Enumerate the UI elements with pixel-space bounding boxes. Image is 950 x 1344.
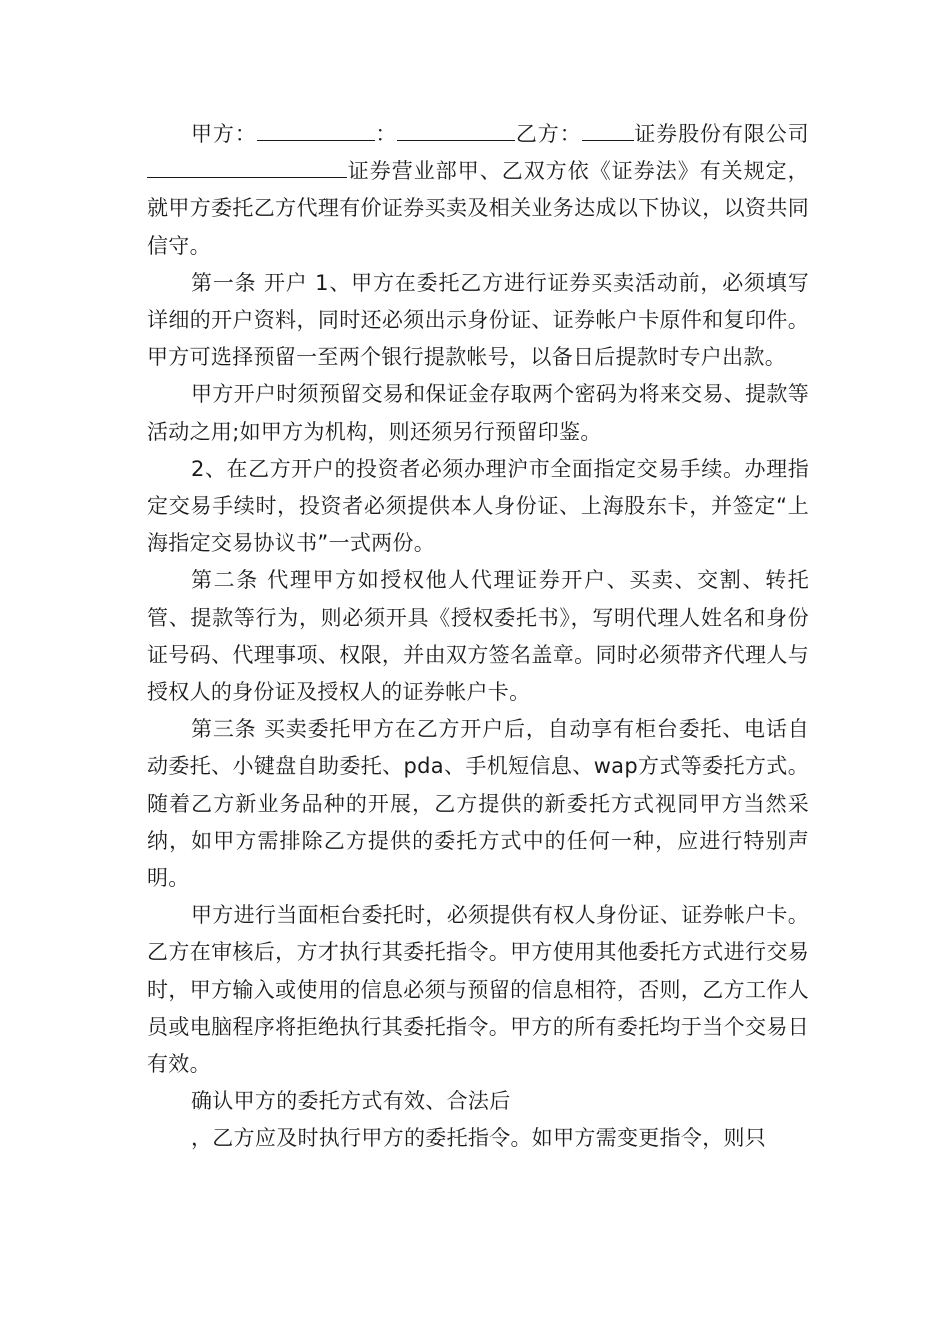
party-a-blank-2 [397, 118, 515, 141]
document-body [147, 116, 809, 1158]
paragraph-designated-trading: 2、在乙方开户的投资者必须办理沪市全面指定交易手续。办理指定交易手续时，投资者必须提供本人身份证、上海股东卡，并签定“上海指定交易协议书”一式两份。 [147, 456, 809, 556]
company-suffix: 证券股份有限公 [633, 122, 788, 146]
party-b-blank [582, 118, 634, 141]
party-a-blank [257, 118, 375, 141]
paragraph-counter-entrust: 甲方进行当面柜台委托时，必须提供有权人身份证、证券帐户卡。乙方在审核后，方才执行其委托指令。甲方使用其他委托方式进行交易时，甲方输入或使用的信息必须与预留的信息相符，否则，乙方工作人员或电脑程序将拒绝执行其委托指令。甲方的所有委托均于当个交易日有效。 [147, 903, 809, 1077]
paragraph-execute: ，乙方应及时执行甲方的委托指令。如甲方需变更指令，则只 [191, 1126, 767, 1151]
paragraph-confirm: 确认甲方的委托方式有效、合法后 [191, 1089, 511, 1114]
paragraph-password: 甲方开户时须预留交易和保证金存取两个密码为将来交易、提款等活动之用;如甲方为机构，则还须另行预留印鉴。 [147, 382, 809, 444]
paragraph-article-2: 第二条 代理甲方如授权他人代理证券开户、买卖、交割、转托管、提款等行为，则必须开具《授权委托书》，写明代理人姓名和身份证号码、代理事项、权限，并由双方签名盖章。同时必须带齐代理人与授权人的身份证及授权人的证券帐户卡。 [147, 568, 809, 705]
dept-suffix: 证券营业部甲、乙双方依《证券法》有关规定，就甲方委托乙方代理有价证券买卖及相关业务达成以下协议，以资共同信守。 [147, 159, 809, 258]
party-a-label: 甲方： [191, 122, 257, 146]
dept-blank [147, 155, 347, 178]
intro-paragraph: 甲方： ： 乙方： 证券股份有限公司证券营业部甲、乙双方依《证券法》有关规定，就甲方委托乙方代理有价证券买卖及相关业务达成以下协议，以资共同信守。 [147, 116, 809, 265]
party-b-label: 乙方： [515, 122, 582, 146]
separator-colon: ： [374, 122, 398, 146]
paragraph-article-3: 第三条 买卖委托甲方在乙方开户后，自动享有柜台委托、电话自动委托、小键盘自助委托、pda、手机短信息、wap方式等委托方式。随着乙方新业务品种的开展，乙方提供的新委托方式视同甲方当然采纳，如甲方需排除乙方提供的委托方式中的任何一种，应进行特别声明。 [147, 717, 809, 891]
paragraph-article-1: 第一条 开户 1、甲方在委托乙方进行证券买卖活动前，必须填写详细的开户资料，同时还必须出示身份证、证券帐户卡原件和复印件。甲方可选择预留一至两个银行提款帐号，以备日后提款时专户出款。 [147, 270, 809, 370]
